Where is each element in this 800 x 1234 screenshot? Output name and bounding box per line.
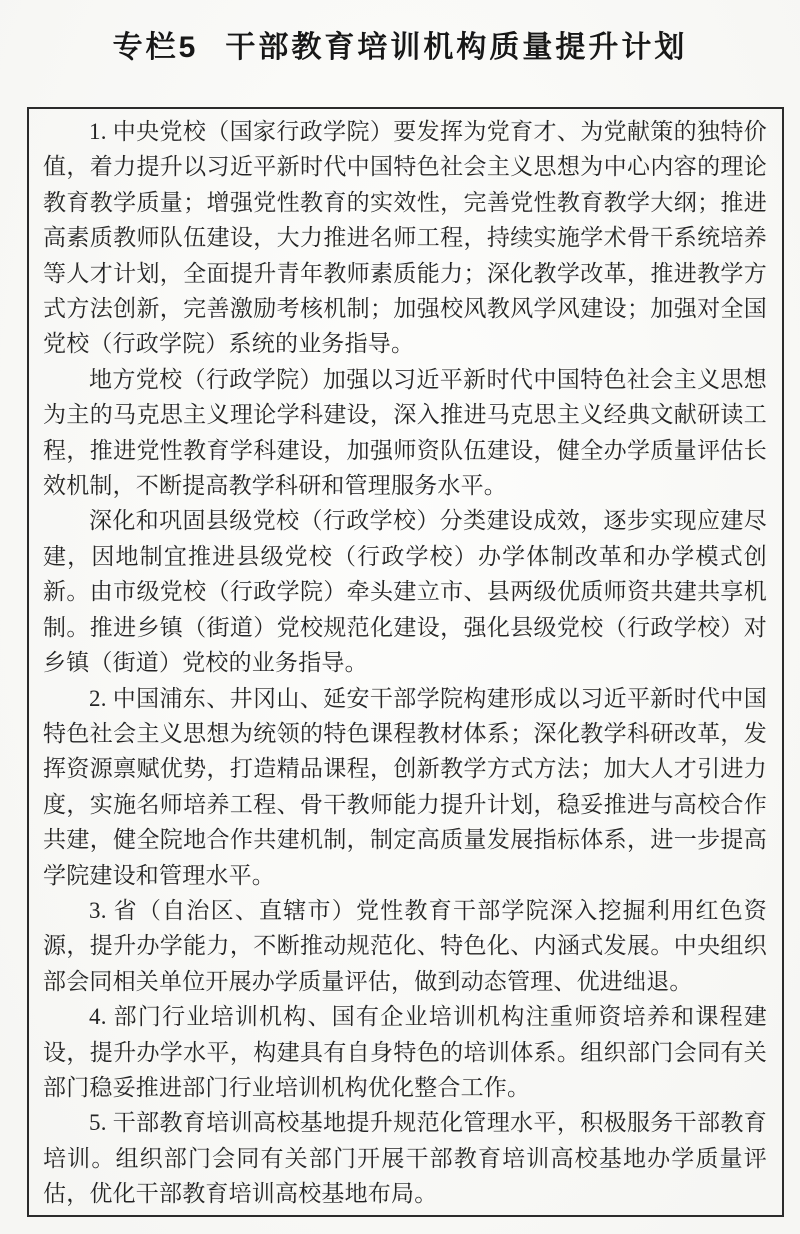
paragraph-central-party-school: 1. 中央党校（国家行政学院）要发挥为党育才、为党献策的独特价值，着力提升以习近平新时代中国特色社会主义思想为中心内容的理论教育教学质量；增强党性教育的实效性，完善党性教育教学大纲；推进高素质教师队伍建设，大力推进名师工程，持续实施学术骨干系统培养等人才计划，全面提升青年教师素质能力；深化教学改革，推进教学方式方法创新，完善激励考核机制；加强校风教风学风建设；加强对全国党校（行政学院）系统的业务指导。 bbox=[43, 119, 767, 357]
page-title bbox=[0, 22, 800, 66]
column-number-label: 专栏5 bbox=[112, 31, 199, 64]
paragraph-industry-training-institutions: 4. 部门行业培训机构、国有企业培训机构注重师资培养和课程建设，提升办学水平，构建具有自身特色的培训体系。组织部门会同有关部门稳妥推进部门行业培训机构优化整合工作。 bbox=[43, 1004, 767, 1100]
paragraph-cadre-academies: 2. 中国浦东、井冈山、延安干部学院构建形成以习近平新时代中国特色社会主义思想为统领的特色课程教材体系；深化教学科研改革，发挥资源禀赋优势，打造精品课程，创新教学方式方法；加大人才引进力度，实施名师培养工程、骨干教师能力提升计划，稳妥推进与高校合作共建，健全院地合作共建机制，制定高质量发展指标体系，进一步提高学院建设和管理水平。 bbox=[43, 685, 767, 888]
paragraph-county-party-schools: 深化和巩固县级党校（行政学校）分类建设成效，逐步实现应建尽建，因地制宜推进县级党校（行政学校）办学体制改革和办学模式创新。由市级党校（行政学院）牵头建立市、县两级优质师资共建共享机制。推进乡镇（街道）党校规范化建设，强化县级党校（行政学校）对乡镇（街道）党校的业务指导。 bbox=[43, 508, 767, 676]
column-heading: 干部教育培训机构质量提升计划 bbox=[225, 31, 688, 64]
content-box bbox=[27, 107, 784, 1217]
paragraph-university-training-bases: 5. 干部教育培训高校基地提升规范化管理水平，积极服务干部教育培训。组织部门会同有关部门开展干部教育培训高校基地办学质量评估，优化干部教育培训高校基地布局。 bbox=[43, 1110, 767, 1207]
paragraph-provincial-academies: 3. 省（自治区、直辖市）党性教育干部学院深入挖掘利用红色资源，提升办学能力，不断推动规范化、特色化、内涵式发展。中央组织部会同相关单位开展办学质量评估，做到动态管理、优进绌退。 bbox=[43, 897, 767, 994]
paragraph-local-party-schools: 地方党校（行政学院）加强以习近平新时代中国特色社会主义思想为主的马克思主义理论学科建设，深入推进马克思主义经典文献研读工程，推进党性教育学科建设，加强师资队伍建设，健全办学质量评估长效机制，不断提高教学科研和管理服务水平。 bbox=[43, 366, 767, 499]
